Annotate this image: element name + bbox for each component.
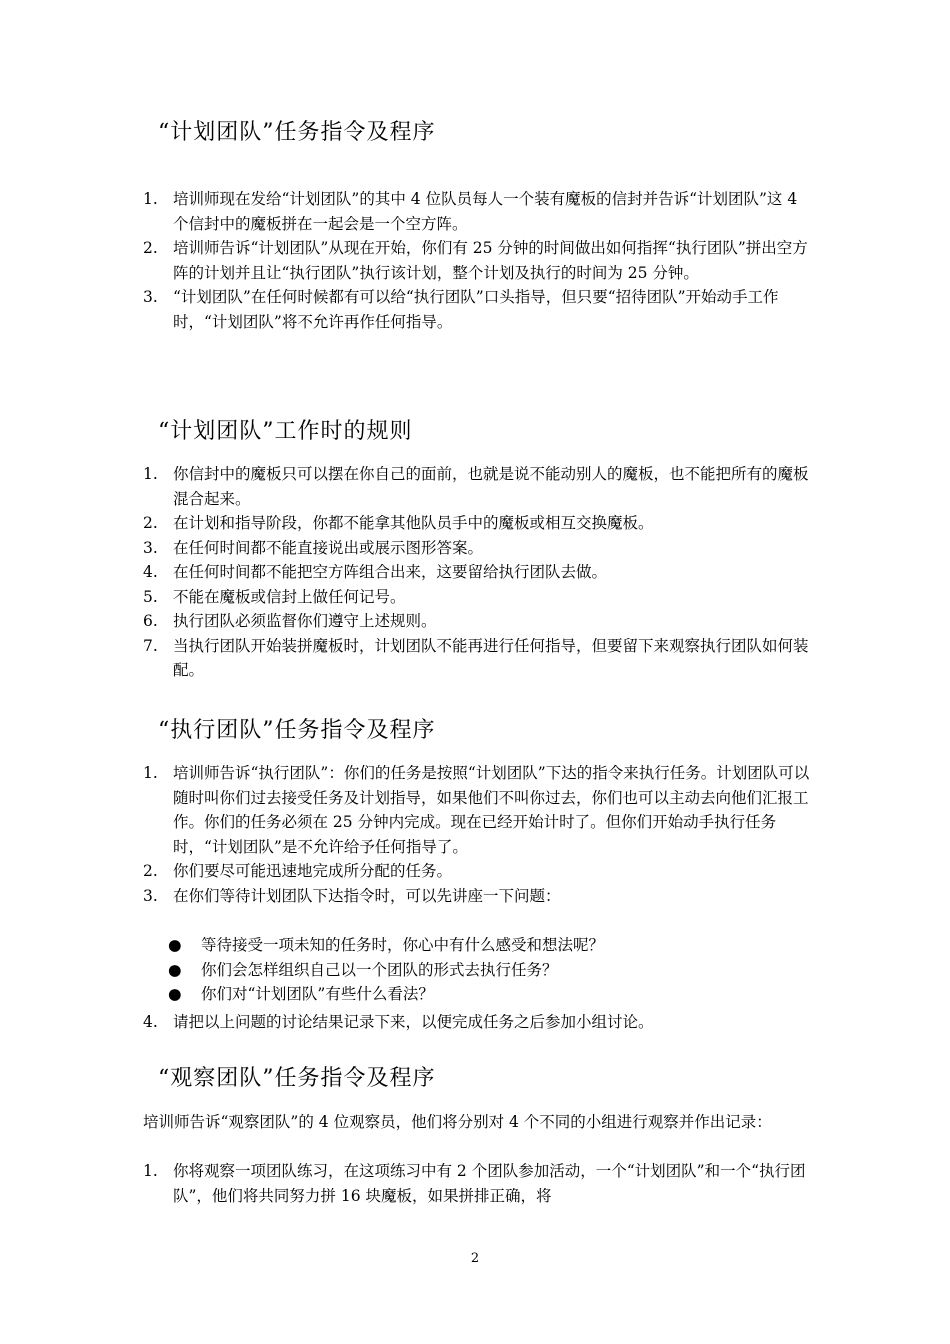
item-number: 7. bbox=[143, 636, 158, 655]
item-text: 你将观察一项团队练习，在这项练习中有 2 个团队参加活动，一个“计划团队”和一个“执行团队”，他们将共同努力拼 16 块魔板，如果拼排正确，将 bbox=[173, 1162, 806, 1205]
item-number: 1. bbox=[143, 764, 158, 782]
list-item bbox=[143, 187, 813, 236]
item-number: 5. bbox=[143, 587, 158, 606]
section4-list bbox=[143, 1159, 813, 1208]
section3-title: “执行团队”任务指令及程序 bbox=[158, 718, 436, 743]
item-text: 执行团队必须监督你们遵守上述规则。 bbox=[173, 612, 437, 630]
item-text: 请把以上问题的讨论结果记录下来，以便完成任务之后参加小组讨论。 bbox=[173, 1013, 654, 1031]
section3-list bbox=[143, 761, 813, 908]
item-text: 你信封中的魔板只可以摆在你自己的面前，也就是说不能动别人的魔板，也不能把所有的魔板混合起来。 bbox=[173, 465, 809, 508]
bullet-icon: ● bbox=[168, 985, 182, 1003]
list-item bbox=[143, 634, 813, 683]
item-number: 4. bbox=[143, 1013, 158, 1031]
list-item bbox=[143, 609, 813, 634]
item-number: 2. bbox=[143, 514, 158, 532]
list-item bbox=[143, 285, 813, 334]
list-item bbox=[143, 560, 813, 585]
list-item bbox=[143, 761, 813, 859]
list-item bbox=[143, 462, 813, 511]
item-text: 在你们等待计划团队下达指令时，可以先讲座一下问题： bbox=[173, 886, 561, 905]
item-number: 6. bbox=[143, 612, 158, 630]
bullet-text: 你们会怎样组织自己以一个团队的形式去执行任务？ bbox=[201, 960, 558, 979]
section3-bullet-list bbox=[143, 933, 813, 1007]
section4-title: “观察团队”任务指令及程序 bbox=[158, 1066, 436, 1091]
item-number: 2. bbox=[143, 862, 158, 880]
bullet-text: 等待接受一项未知的任务时，你心中有什么感受和想法呢？ bbox=[201, 936, 605, 954]
section2-title: “计划团队”工作时的规则 bbox=[158, 419, 413, 444]
item-text: 在计划和指导阶段，你都不能拿其他队员手中的魔板或相互交换魔板。 bbox=[173, 514, 654, 532]
list-item bbox=[143, 536, 813, 561]
list-item bbox=[143, 585, 813, 610]
section4-intro: 培训师告诉“观察团队”的 4 位观察员，他们将分别对 4 个不同的小组进行观察并作出记录： bbox=[143, 1113, 772, 1131]
item-number: 1. bbox=[143, 465, 158, 483]
section1-title: “计划团队”任务指令及程序 bbox=[158, 120, 436, 145]
page-number: 2 bbox=[470, 1251, 480, 1266]
item-text: “计划团队”在任何时候都有可以给“执行团队”口头指导，但只要“招待团队”开始动手工作时，“计划团队”将不允许再作任何指导。 bbox=[173, 288, 779, 331]
item-number: 3. bbox=[143, 538, 158, 557]
bullet-icon: ● bbox=[168, 936, 182, 954]
bullet-item bbox=[143, 933, 813, 958]
list-item bbox=[143, 1159, 813, 1208]
list-item bbox=[143, 511, 813, 536]
bullet-item bbox=[143, 958, 813, 983]
item-number: 3. bbox=[143, 886, 158, 905]
item-text: 培训师告诉“计划团队”从现在开始，你们有 25 分钟的时间做出如何指挥“执行团队”拼出空方阵的计划并且让“执行团队”执行该计划，整个计划及执行的时间为 25 分钟。 bbox=[173, 239, 808, 282]
list-item bbox=[143, 236, 813, 285]
section3-list-continued bbox=[143, 1010, 813, 1035]
item-number: 3. bbox=[143, 288, 158, 306]
section2-list bbox=[143, 462, 813, 683]
bullet-icon: ● bbox=[168, 960, 182, 979]
item-text: 培训师现在发给“计划团队”的其中 4 位队员每人一个装有魔板的信封并告诉“计划团队”这 4 个信封中的魔板拼在一起会是一个空方阵。 bbox=[173, 190, 798, 233]
list-item bbox=[143, 884, 813, 909]
section1-list bbox=[143, 187, 813, 334]
item-text: 当执行团队开始装拼魔板时，计划团队不能再进行任何指导，但要留下来观察执行团队如何装配。 bbox=[173, 636, 809, 679]
item-text: 你们要尽可能迅速地完成所分配的任务。 bbox=[173, 862, 453, 880]
item-text: 在任何时间都不能把空方阵组合出来，这要留给执行团队去做。 bbox=[173, 563, 608, 581]
item-text: 在任何时间都不能直接说出或展示图形答案。 bbox=[173, 538, 484, 557]
bullet-item bbox=[143, 982, 813, 1007]
item-number: 1. bbox=[143, 1162, 158, 1180]
list-item bbox=[143, 1010, 813, 1035]
item-text: 培训师告诉“执行团队”：你们的任务是按照“计划团队”下达的指令来执行任务。计划团队可以随时叫你们过去接受任务及计划指导，如果他们不叫你过去，你们也可以主动去向他们汇报工作。你们的任务必须在 25 分钟内完成。现在已经开始计时了。但你们开始动手执行任务时，“计划团队”是不允许给予任何指导了。 bbox=[173, 764, 810, 856]
item-number: 2. bbox=[143, 239, 158, 257]
item-number: 4. bbox=[143, 563, 158, 581]
item-text: 不能在魔板或信封上做任何记号。 bbox=[173, 587, 406, 606]
item-number: 1. bbox=[143, 190, 158, 208]
bullet-text: 你们对“计划团队”有些什么看法？ bbox=[201, 985, 434, 1003]
list-item bbox=[143, 859, 813, 884]
